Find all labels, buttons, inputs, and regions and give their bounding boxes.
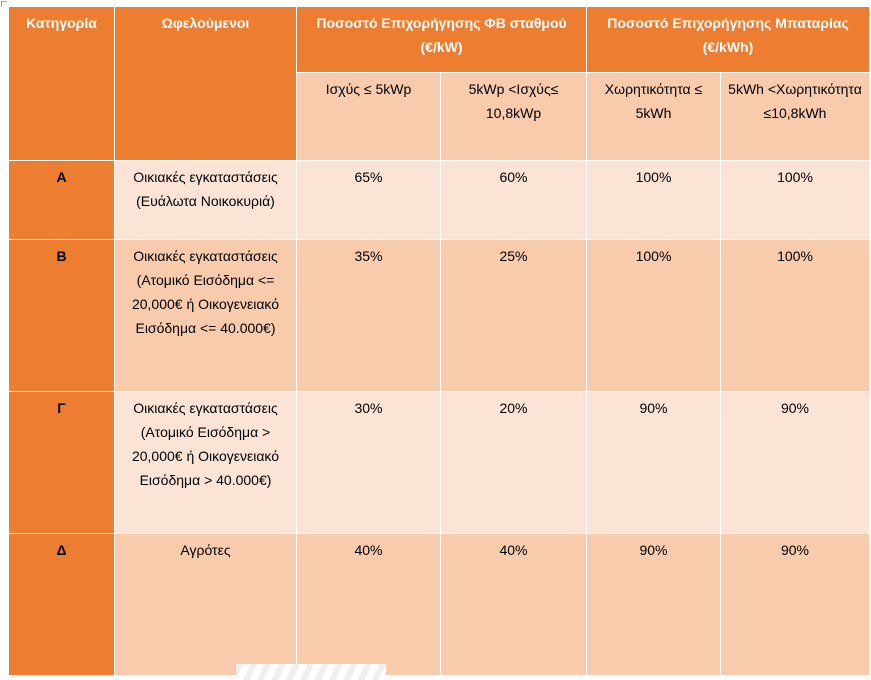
table-row bbox=[9, 240, 870, 392]
battery-high-cell: 90% bbox=[721, 534, 870, 676]
battery-low-cell: 90% bbox=[587, 392, 721, 534]
pv-high-cell: 40% bbox=[441, 534, 587, 676]
table-row bbox=[9, 534, 870, 676]
battery-low-cell: 100% bbox=[587, 240, 721, 392]
battery-low-cell: 90% bbox=[587, 534, 721, 676]
subheader-pv-high: 5kWp <Ισχύς≤ 10,8kWp bbox=[441, 73, 587, 161]
pv-high-cell: 25% bbox=[441, 240, 587, 392]
pv-low-cell: 40% bbox=[297, 534, 441, 676]
subheader-battery-low: Χωρητικότητα ≤ 5kWh bbox=[587, 73, 721, 161]
battery-low-cell: 100% bbox=[587, 161, 721, 240]
category-cell: Δ bbox=[9, 534, 115, 676]
beneficiaries-cell: Αγρότες bbox=[115, 534, 297, 676]
subsidy-rates-table bbox=[8, 6, 870, 676]
table-anchor-mark bbox=[1, 1, 7, 7]
category-cell: Γ bbox=[9, 392, 115, 534]
battery-high-cell: 100% bbox=[721, 161, 870, 240]
subheader-pv-low: Ισχύς ≤ 5kWp bbox=[297, 73, 441, 161]
beneficiaries-cell: Οικιακές εγκαταστάσεις (Ευάλωτα Νοικοκυριά) bbox=[115, 161, 297, 240]
header-battery-rate: Ποσοστό Επιχορήγησης Μπαταρίας (€/kWh) bbox=[587, 7, 870, 73]
header-category: Κατηγορία bbox=[9, 7, 115, 161]
header-row bbox=[9, 7, 870, 73]
header-beneficiaries: Ωφελούμενοι bbox=[115, 7, 297, 161]
pv-high-cell: 20% bbox=[441, 392, 587, 534]
pv-low-cell: 30% bbox=[297, 392, 441, 534]
pv-low-cell: 35% bbox=[297, 240, 441, 392]
table-row bbox=[9, 161, 870, 240]
battery-high-cell: 100% bbox=[721, 240, 870, 392]
battery-high-cell: 90% bbox=[721, 392, 870, 534]
header-pv-rate: Ποσοστό Επιχορήγησης ΦΒ σταθμού (€/kW) bbox=[297, 7, 587, 73]
category-cell: Β bbox=[9, 240, 115, 392]
faded-watermark bbox=[236, 664, 386, 680]
pv-high-cell: 60% bbox=[441, 161, 587, 240]
category-cell: Α bbox=[9, 161, 115, 240]
table-row bbox=[9, 392, 870, 534]
subheader-battery-high: 5kWh <Χωρητικότητα≤10,8kWh bbox=[721, 73, 870, 161]
pv-low-cell: 65% bbox=[297, 161, 441, 240]
beneficiaries-cell: Οικιακές εγκαταστάσεις (Ατομικό Εισόδημα <= 20,000€ ή Οικογενειακό Εισόδημα <= 40.000€) bbox=[115, 240, 297, 392]
beneficiaries-cell: Οικιακές εγκαταστάσεις (Ατομικό Εισόδημα > 20,000€ ή Οικογενειακό Εισόδημα > 40.000€) bbox=[115, 392, 297, 534]
